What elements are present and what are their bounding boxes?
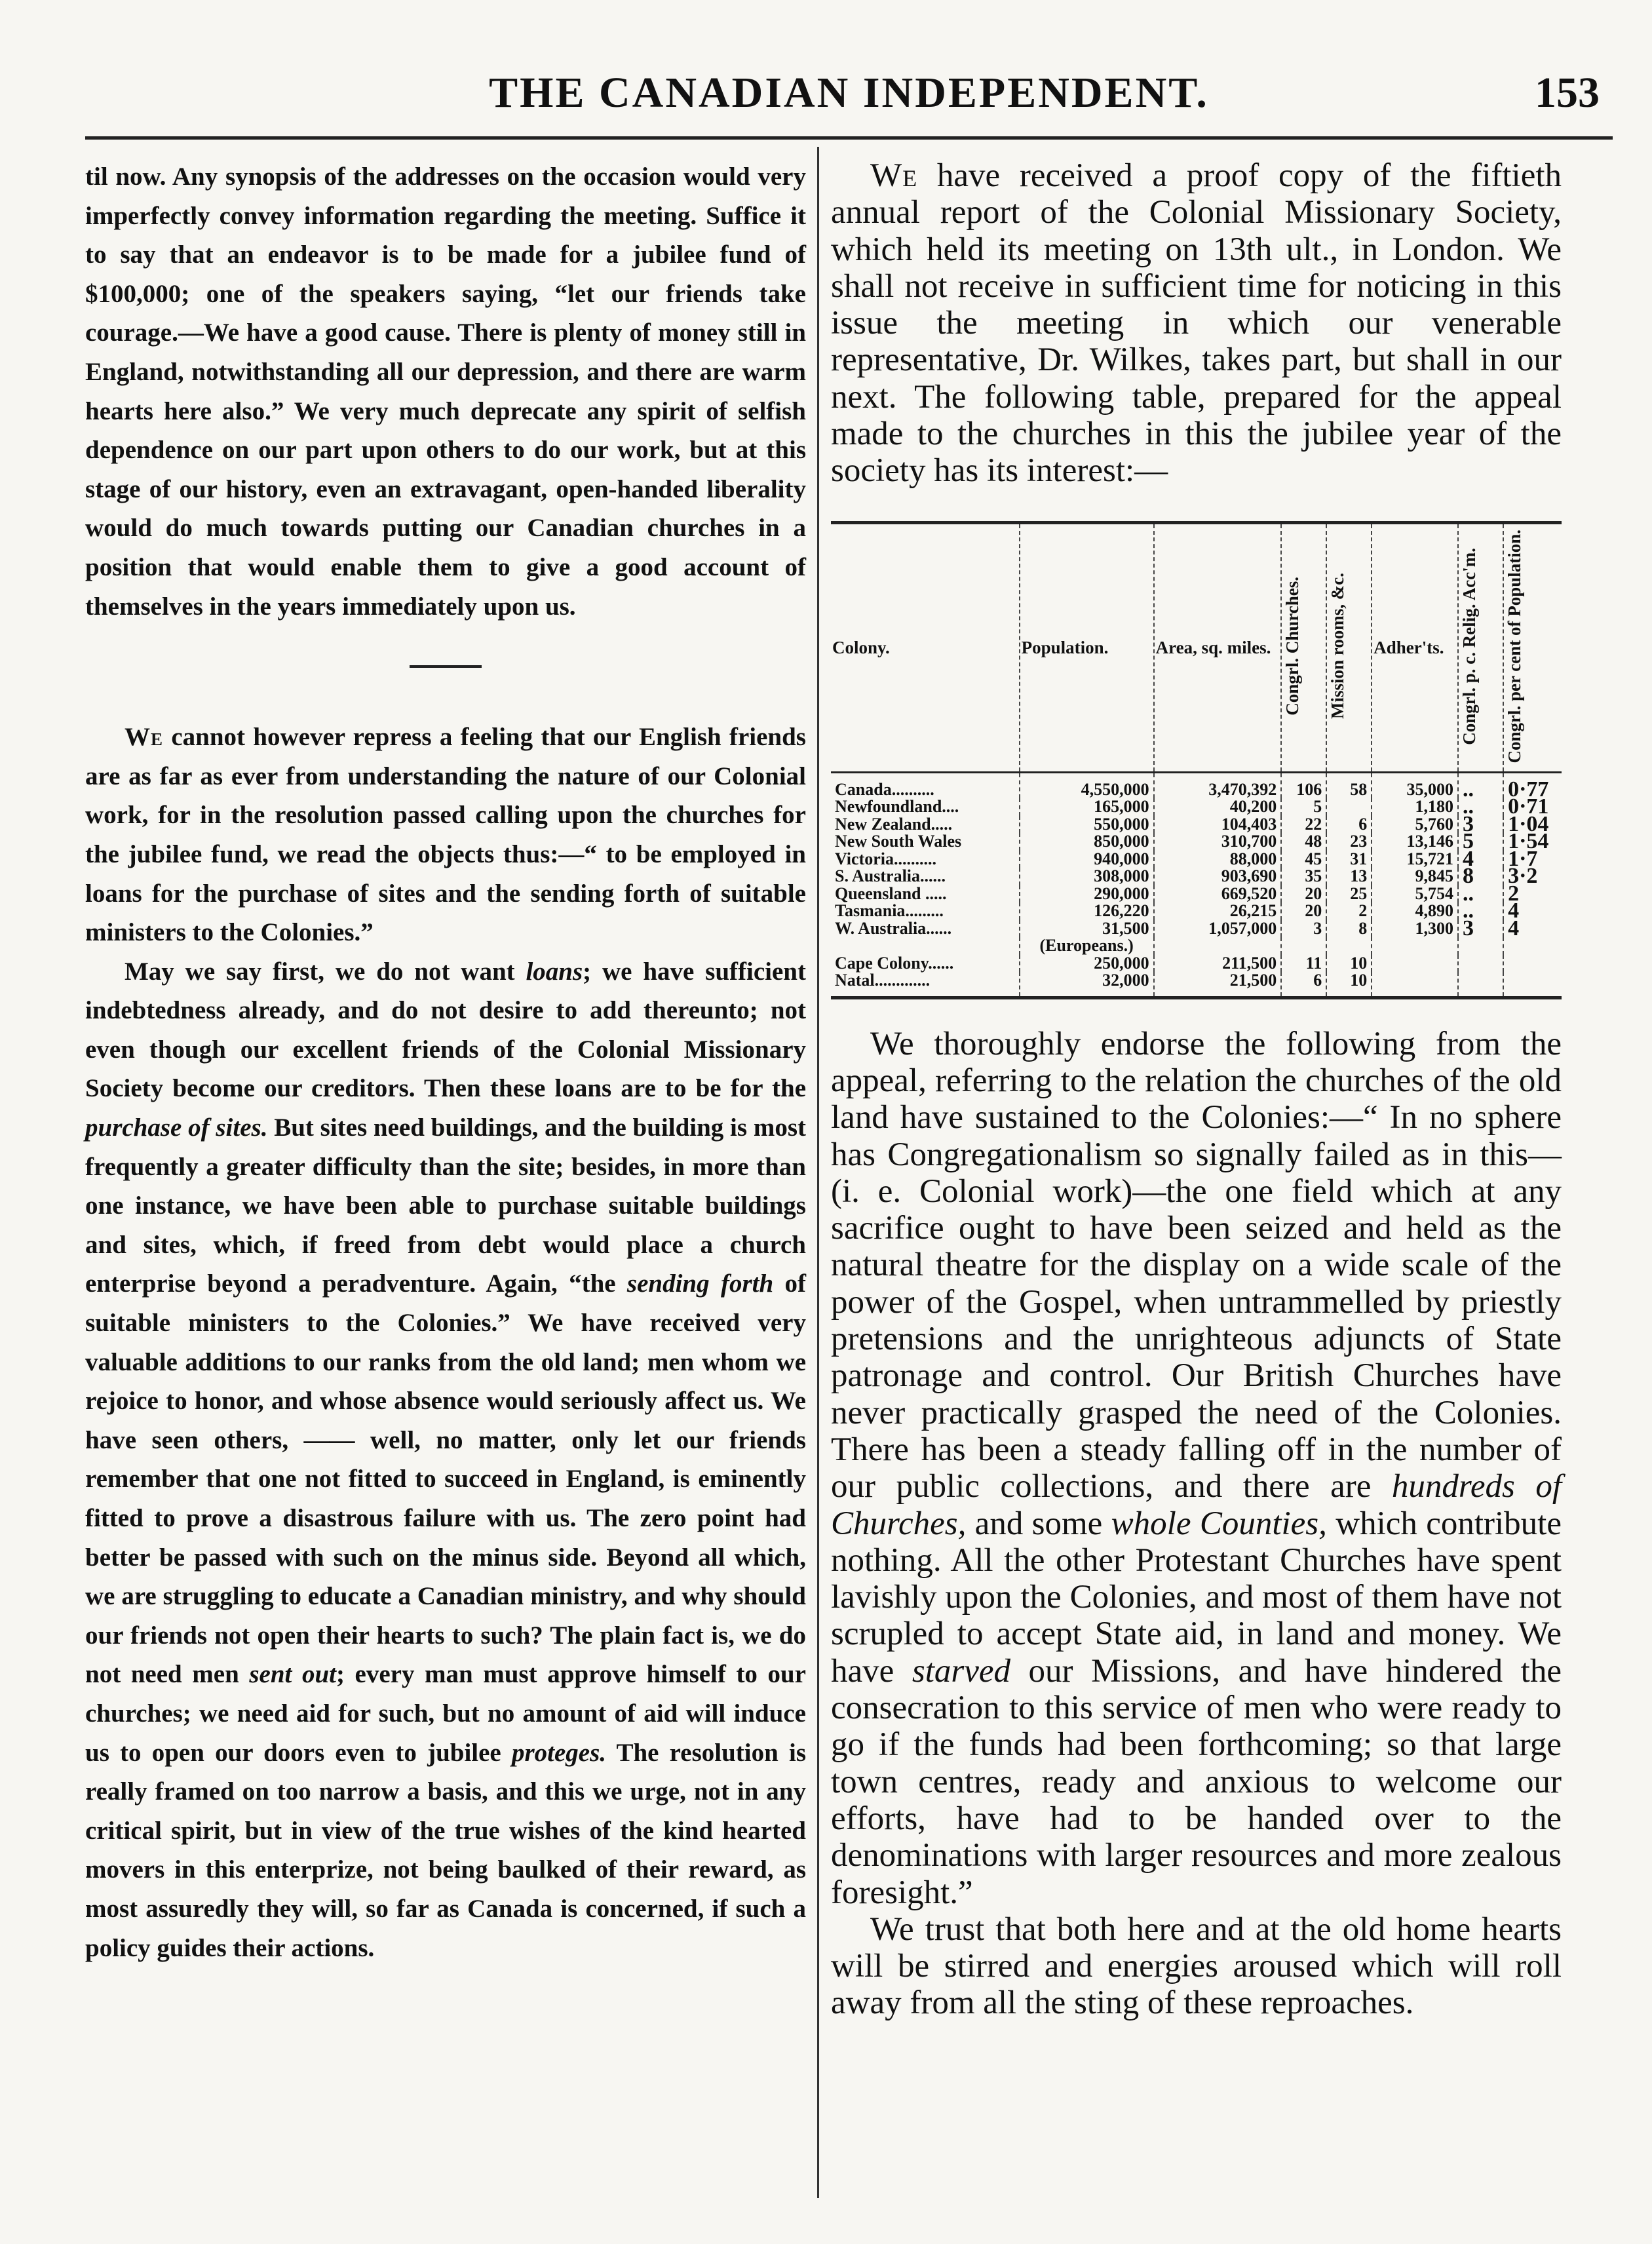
cell-area: 88,000 xyxy=(1154,851,1282,868)
cell-percent: 2 xyxy=(1503,885,1562,903)
paragraph-jubilee-fund: til now. Any synopsis of the addresses on the occasion would very imperfectly convey information regarding the meeting. Suffice it to say that an endeavor is to be made for a jubilee fund of $100,000; one of the speakers saying, “let our friends take courage.—We have a good cause. There is plenty of money still in England, notwithstanding all our depression, and there are warm hearts here also.” We very much deprecate any spirit of selfish dependence on our part upon others to do our work, but at this stage of our history, even an extravagant, open-handed liberality would do much towards putting our Canadian churches in a position that would enable them to give a good account of themselves in the years immediately upon us. xyxy=(85,163,806,621)
emphasis-text: sent out xyxy=(249,1660,336,1689)
cell-adherents: 5,754 xyxy=(1372,885,1458,903)
table-row xyxy=(831,868,1562,885)
cell-mission-rooms xyxy=(1326,798,1372,816)
cell-mission-rooms: 10 xyxy=(1326,955,1372,973)
cell-percent: 3·2 xyxy=(1503,868,1562,885)
column-header-adherents: Adher'ts. xyxy=(1372,524,1458,773)
cell-population: 32,000 xyxy=(1020,972,1154,996)
cell-colony: Natal............. xyxy=(835,971,931,990)
cell-mission-rooms: 2 xyxy=(1326,902,1372,920)
column-header-percent-population xyxy=(1503,524,1562,773)
cell-adherents: 13,146 xyxy=(1372,833,1458,851)
cell-adherents xyxy=(1372,937,1458,955)
cell-colony: Tasmania......... xyxy=(835,901,944,921)
table-row xyxy=(831,972,1562,996)
paragraph-text: and some xyxy=(966,1505,1111,1542)
paragraph-text: our Missions, and have hindered the consecration to this service of men who were ready to go if the funds had been forthcoming; so that large town centres, ready and anxious to welcome our efforts, have had to be handed over to the denominations with larger resources and more zealous foresight.” xyxy=(831,1652,1562,1911)
column-header-religious-accommodation xyxy=(1458,524,1503,773)
cell-population: 940,000 xyxy=(1020,851,1154,868)
cell-area: 669,520 xyxy=(1154,885,1282,903)
paragraph-colonial-report xyxy=(831,157,1562,490)
cell-mission-rooms: 6 xyxy=(1326,816,1372,834)
paragraph-text: which contribute nothing. All the other Protestant Churches have spent lavishly upon the Colonies, and most of them have not scrupled to accept State aid, in land and money. We have xyxy=(831,1505,1562,1690)
cell-area xyxy=(1154,937,1282,955)
cell-colony: Victoria.......... xyxy=(835,849,936,868)
cell-adherents: 15,721 xyxy=(1372,851,1458,868)
cell-population: 31,500 xyxy=(1020,920,1154,938)
cell-population: 4,550,000 xyxy=(1020,772,1154,798)
cell-churches: 11 xyxy=(1281,955,1326,973)
cell-churches: 20 xyxy=(1281,902,1326,920)
cell-churches: 106 xyxy=(1281,772,1326,798)
cell-colony: New South Wales xyxy=(835,832,962,851)
drop-lead-word: We xyxy=(125,723,164,752)
cell-mission-rooms: 8 xyxy=(1326,920,1372,938)
cell-percent: 1·54 xyxy=(1503,833,1562,851)
table-header-row xyxy=(831,524,1562,773)
cell-colony: Cape Colony...... xyxy=(835,953,954,973)
cell-mission-rooms: 13 xyxy=(1326,868,1372,885)
cell-population: 290,000 xyxy=(1020,885,1154,903)
cell-population: 550,000 xyxy=(1020,816,1154,834)
cell-area: 26,215 xyxy=(1154,902,1282,920)
section-divider xyxy=(410,665,482,668)
cell-percent: 0·77 xyxy=(1503,772,1562,798)
drop-lead-word: We xyxy=(870,157,918,194)
cell-colony: New Zealand..... xyxy=(835,814,953,834)
table-row xyxy=(831,955,1562,973)
cell-colony: Canada.......... xyxy=(835,779,934,799)
cell-accommodation: 3 xyxy=(1458,816,1503,834)
paragraph-closing: We trust that both here and at the old home hearts will be stirred and energies aroused which will roll away from all the sting of these reproaches. xyxy=(831,1910,1562,2022)
table-row xyxy=(831,885,1562,903)
cell-churches: 35 xyxy=(1281,868,1326,885)
cell-adherents: 1,300 xyxy=(1372,920,1458,938)
publication-title: THE CANADIAN INDEPENDENT. xyxy=(489,69,1209,117)
cell-accommodation: 3 xyxy=(1458,920,1503,938)
paragraph-english-friends xyxy=(85,718,806,952)
colonial-statistics-table-wrap xyxy=(831,521,1562,999)
cell-adherents: 1,180 xyxy=(1372,798,1458,816)
cell-churches: 5 xyxy=(1281,798,1326,816)
column-divider xyxy=(817,147,819,2198)
header-label: Mission rooms, &c. xyxy=(1328,573,1348,720)
cell-population: 850,000 xyxy=(1020,833,1154,851)
cell-area: 211,500 xyxy=(1154,955,1282,973)
cell-area: 40,200 xyxy=(1154,798,1282,816)
page-number: 153 xyxy=(1535,69,1600,117)
paragraph-text: We thoroughly endorse the following from the appeal, referring to the relation the churches of the old land have sustained to the Colonies:—“ In no sphere has Congregationalism so signally failed as in this—(i. e. Colonial work)—the one field which at any sacrifice ought to have been seized and held as the natural theatre for the display on a wide scale of the power of the Gospel, when untrammelled by priestly pretensions and the unrighteous adjuncts of State patronage and control. Our British Churches have never practically grasped the need of the Colonies. There has been a steady falling off in the number of our public collections, and there are xyxy=(831,1025,1562,1505)
cell-colony xyxy=(831,937,1020,955)
emphasis-text: purchase of sites. xyxy=(85,1113,268,1142)
cell-adherents: 5,760 xyxy=(1372,816,1458,834)
header-label: Congrl. p. c. Relig. Acc'm. xyxy=(1459,547,1480,745)
column-header-colony: Colony. xyxy=(831,524,1020,773)
cell-adherents: 35,000 xyxy=(1372,772,1458,798)
table-row xyxy=(831,816,1562,834)
cell-percent: 1·04 xyxy=(1503,816,1562,834)
column-header-population: Population. xyxy=(1020,524,1154,773)
cell-mission-rooms: 31 xyxy=(1326,851,1372,868)
cell-accommodation: .. xyxy=(1458,885,1503,903)
cell-churches: 22 xyxy=(1281,816,1326,834)
cell-adherents xyxy=(1372,972,1458,996)
column-header-churches xyxy=(1281,524,1326,773)
emphasis-text: whole Counties, xyxy=(1111,1505,1327,1542)
cell-adherents xyxy=(1372,955,1458,973)
paragraph-text: May we say first, we do not want xyxy=(125,957,526,986)
column-header-area: Area, sq. miles. xyxy=(1154,524,1282,773)
cell-mission-rooms: 10 xyxy=(1326,972,1372,996)
cell-churches: 6 xyxy=(1281,972,1326,996)
paragraph-text: But sites need buildings, and the building is most frequently a greater difficulty than the site; besides, in more than one instance, we have been able to purchase suitable buildings and sites, which, if freed from debt would place a church enterprise beyond a peradventure. Again, “the xyxy=(85,1113,806,1298)
paragraph-text: cannot however repress a feeling that our English friends are as far as ever from understanding the nature of our Colonial work, for in the resolution passed calling upon the churches for the jubilee fund, we read the objects thus:—“ to be employed in loans for the purchase of sites and the sending forth of suitable ministers to the Colonies.” xyxy=(85,723,806,947)
table-row xyxy=(831,851,1562,868)
table-row xyxy=(831,902,1562,920)
table-row xyxy=(831,920,1562,938)
table-row xyxy=(831,833,1562,851)
cell-mission-rooms: 23 xyxy=(1326,833,1372,851)
table-row xyxy=(831,798,1562,816)
cell-percent: 4 xyxy=(1503,920,1562,938)
emphasis-text: hundreds of Churches, xyxy=(831,1468,1562,1542)
header-label: Congrl. per cent of Population. xyxy=(1505,529,1525,764)
cell-colony: Newfoundland.... xyxy=(835,797,959,817)
cell-churches: 20 xyxy=(1281,885,1326,903)
cell-accommodation: 5 xyxy=(1458,833,1503,851)
cell-churches: 45 xyxy=(1281,851,1326,868)
cell-accommodation: .. xyxy=(1458,772,1503,798)
cell-area: 310,700 xyxy=(1154,833,1282,851)
paragraph-text: The resolution is really framed on too narrow a basis, and this we urge, not in any critical spirit, but in view of the true wishes of the kind hearted movers in this enterprize, not being baulked of their reward, as most assuredly they will, so far as Canada is concerned, if such a policy guides their actions. xyxy=(85,1738,806,1962)
emphasis-text: starved xyxy=(912,1652,1010,1690)
cell-percent xyxy=(1503,972,1562,996)
right-column xyxy=(831,157,1562,2022)
paragraph-loans-sites xyxy=(85,952,806,1967)
cell-area: 104,403 xyxy=(1154,816,1282,834)
cell-churches: 48 xyxy=(1281,833,1326,851)
paragraph-text: have received a proof copy of the fiftieth annual report of the Colonial Missionary Society, which held its meeting on 13th ult., in London. We shall not receive in sufficient time for noticing in this issue the meeting in which our venerable representative, Dr. Wilkes, takes part, but shall in our next. The following table, prepared for the appeal made to the churches in this the jubilee year of the society has its interest:— xyxy=(831,157,1562,490)
header-label: Congrl. Churches. xyxy=(1282,577,1303,716)
cell-percent xyxy=(1503,955,1562,973)
cell-mission-rooms xyxy=(1326,937,1372,955)
cell-mission-rooms: 58 xyxy=(1326,772,1372,798)
cell-percent: 4 xyxy=(1503,902,1562,920)
column-header-mission-rooms xyxy=(1326,524,1372,773)
cell-population: 308,000 xyxy=(1020,868,1154,885)
cell-accommodation: 4 xyxy=(1458,851,1503,868)
paragraph-text: ; every man must approve himself to our churches; we need aid for such, but no amount of aid will induce us to open our doors even to jubilee xyxy=(85,1660,806,1767)
cell-population: 126,220 xyxy=(1020,902,1154,920)
left-column xyxy=(85,157,806,1967)
cell-accommodation xyxy=(1458,972,1503,996)
cell-percent: 0·71 xyxy=(1503,798,1562,816)
emphasis-text: loans xyxy=(526,957,583,986)
paragraph-appeal-quote xyxy=(831,1026,1562,1911)
running-head xyxy=(85,63,1613,122)
cell-percent: 1·7 xyxy=(1503,851,1562,868)
cell-area: 1,057,000 xyxy=(1154,920,1282,938)
emphasis-text: proteges. xyxy=(511,1738,606,1767)
cell-accommodation: .. xyxy=(1458,902,1503,920)
cell-area: 21,500 xyxy=(1154,972,1282,996)
table-row xyxy=(831,772,1562,798)
header-rule xyxy=(85,136,1613,140)
cell-churches xyxy=(1281,937,1326,955)
cell-area: 3,470,392 xyxy=(1154,772,1282,798)
cell-churches: 3 xyxy=(1281,920,1326,938)
cell-accommodation: 8 xyxy=(1458,868,1503,885)
cell-population-note: (Europeans.) xyxy=(1020,937,1154,955)
cell-colony: Queensland ..... xyxy=(835,883,947,903)
table-row xyxy=(831,937,1562,955)
colonial-statistics-table xyxy=(831,524,1562,996)
cell-population: 250,000 xyxy=(1020,955,1154,973)
paragraph-text: ; we have sufficient indebtedness already, and do not desire to add thereunto; not even though our excellent friends of the Colonial Missionary Society become our creditors. Then these loans are to be for the xyxy=(85,957,806,1103)
emphasis-text: sending forth xyxy=(626,1269,774,1298)
cell-population: 165,000 xyxy=(1020,798,1154,816)
cell-area: 903,690 xyxy=(1154,868,1282,885)
cell-adherents: 4,890 xyxy=(1372,902,1458,920)
cell-mission-rooms: 25 xyxy=(1326,885,1372,903)
cell-adherents: 9,845 xyxy=(1372,868,1458,885)
cell-accommodation xyxy=(1458,955,1503,973)
paragraph-text: of suitable ministers to the Colonies.” We have received very valuable additions to our ranks from the old land; men whom we rejoice to honor, and whose absence would seriously affect us. We have seen others, —— well, no matter, only let our friends remember that one not fitted to succeed in England, is eminently fitted to prove a disastrous failure with us. The zero point had better be passed with such on the minus side. Beyond all which, we are struggling to educate a Canadian ministry, and why should our friends not open their hearts to such? The plain fact is, we do not need men xyxy=(85,1269,806,1689)
cell-colony: W. Australia...... xyxy=(835,918,952,938)
cell-accommodation: .. xyxy=(1458,798,1503,816)
cell-colony: S. Australia...... xyxy=(835,866,946,886)
